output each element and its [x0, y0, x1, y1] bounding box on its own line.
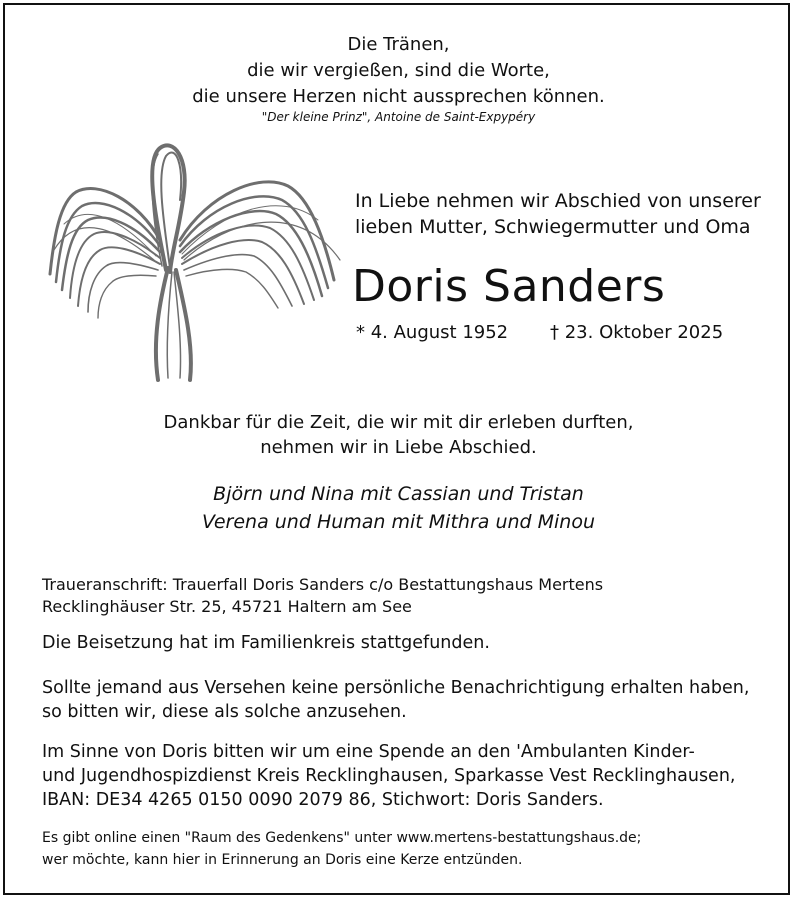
notice-line-2: so bitten wir, diese als solche anzusehen. [42, 702, 407, 722]
thanks-line-2: nehmen wir in Liebe Abschied. [260, 437, 537, 458]
quote-line-2: die wir vergießen, sind die Worte, [247, 60, 550, 81]
death-date: † 23. Oktober 2025 [550, 322, 724, 343]
family-line-2: Verena und Human mit Mithra und Minou [201, 511, 596, 533]
birth-date: * 4. August 1952 [356, 322, 509, 343]
thanks-line-1: Dankbar für die Zeit, die wir mit dir erleben durften, [163, 412, 634, 433]
angel-icon [48, 140, 348, 385]
quote-line-1: Die Tränen, [347, 34, 450, 55]
donation-line-3: IBAN: DE34 4265 0150 0090 2079 86, Stichwort: Doris Sanders. [42, 790, 604, 810]
burial-note: Die Beisetzung hat im Familienkreis stattgefunden. [42, 633, 490, 653]
deceased-name: Doris Sanders [352, 261, 666, 312]
online-line-2: wer möchte, kann hier in Erinnerung an Doris eine Kerze entzünden. [42, 852, 523, 868]
address-line-2: Recklinghäuser Str. 25, 45721 Haltern am See [42, 597, 412, 616]
notice-line-1: Sollte jemand aus Versehen keine persönliche Benachrichtigung erhalten haben, [42, 678, 750, 698]
quote-attribution: "Der kleine Prinz", Antoine de Saint-Expypéry [261, 110, 536, 124]
donation-line-2: und Jugendhospizdienst Kreis Recklinghausen, Sparkasse Vest Recklinghausen, [42, 766, 736, 786]
online-line-1: Es gibt online einen "Raum des Gedenkens" unter www.mertens-bestattungshaus.de; [42, 830, 642, 846]
quote-line-3: die unsere Herzen nicht aussprechen können. [192, 86, 605, 107]
donation-line-1: Im Sinne von Doris bitten wir um eine Spende an den 'Ambulanten Kinder- [42, 742, 695, 762]
intro-line-2: lieben Mutter, Schwiegermutter und Oma [355, 216, 751, 238]
family-line-1: Björn und Nina mit Cassian und Tristan [213, 483, 584, 505]
address-line-1: Traueranschrift: Trauerfall Doris Sanders c/o Bestattungshaus Mertens [42, 575, 604, 594]
intro-line-1: In Liebe nehmen wir Abschied von unserer [355, 190, 761, 212]
